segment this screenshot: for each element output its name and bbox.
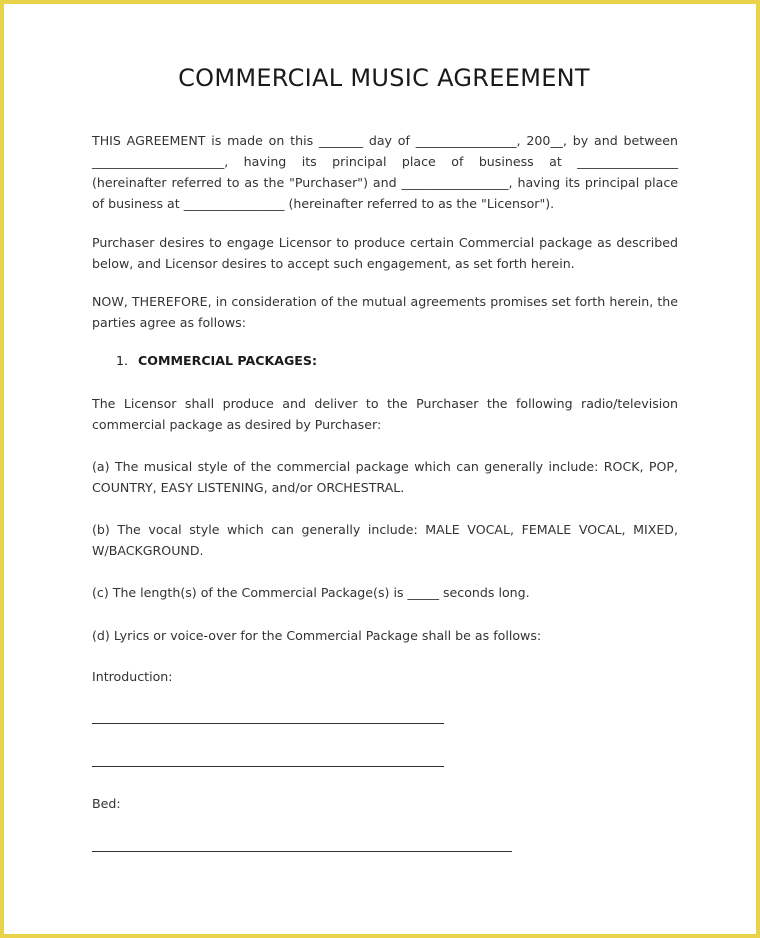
introduction-blank-line-2[interactable] bbox=[92, 766, 444, 767]
consideration-line: parties agree as follows: bbox=[92, 315, 246, 330]
section-number: 1. bbox=[116, 353, 129, 368]
consideration-paragraph bbox=[92, 291, 678, 333]
bed-label: Bed: bbox=[92, 796, 121, 811]
purpose-line: below, and Licensor desires to accept such engagement, as set forth herein. bbox=[92, 256, 575, 271]
section-body-paragraph bbox=[92, 393, 678, 435]
introduction-label: Introduction: bbox=[92, 669, 173, 684]
section-body-line: commercial package as desired by Purchaser: bbox=[92, 417, 382, 432]
item-b-line: W/BACKGROUND. bbox=[92, 543, 204, 558]
document-title: COMMERCIAL MUSIC AGREEMENT bbox=[178, 64, 590, 92]
item-b-paragraph bbox=[92, 519, 678, 561]
purpose-line: Purchaser desires to engage Licensor to produce certain Commercial package as described bbox=[92, 235, 678, 250]
intro-line: (hereinafter referred to as the "Purchaser") and _________________, having its principal place bbox=[92, 175, 678, 190]
bed-blank-line[interactable] bbox=[92, 851, 512, 852]
intro-line: THIS AGREEMENT is made on this _______ day of ________________, 200__, by and between bbox=[92, 133, 678, 148]
section-body-line: The Licensor shall produce and deliver to the Purchaser the following radio/television bbox=[92, 396, 678, 411]
item-c-text: (c) The length(s) of the Commercial Package(s) is _____ seconds long. bbox=[92, 585, 530, 600]
consideration-line: NOW, THEREFORE, in consideration of the mutual agreements promises set forth herein, the bbox=[92, 294, 678, 309]
item-a-paragraph bbox=[92, 456, 678, 498]
introduction-blank-line-1[interactable] bbox=[92, 723, 444, 724]
intro-line: _____________________, having its principal place of business at ________________ bbox=[92, 154, 678, 169]
section-title: COMMERCIAL PACKAGES: bbox=[138, 353, 318, 368]
item-d-text: (d) Lyrics or voice-over for the Commercial Package shall be as follows: bbox=[92, 628, 542, 643]
item-b-line: (b) The vocal style which can generally include: MALE VOCAL, FEMALE VOCAL, MIXED, bbox=[92, 522, 678, 537]
purpose-paragraph bbox=[92, 232, 678, 274]
item-a-line: (a) The musical style of the commercial package which can generally include: ROCK, POP, bbox=[92, 459, 678, 474]
intro-line: of business at ________________ (hereinafter referred to as the "Licensor"). bbox=[92, 196, 555, 211]
item-a-line: COUNTRY, EASY LISTENING, and/or ORCHESTRAL. bbox=[92, 480, 405, 495]
section-heading bbox=[116, 350, 317, 371]
intro-paragraph bbox=[92, 130, 678, 214]
